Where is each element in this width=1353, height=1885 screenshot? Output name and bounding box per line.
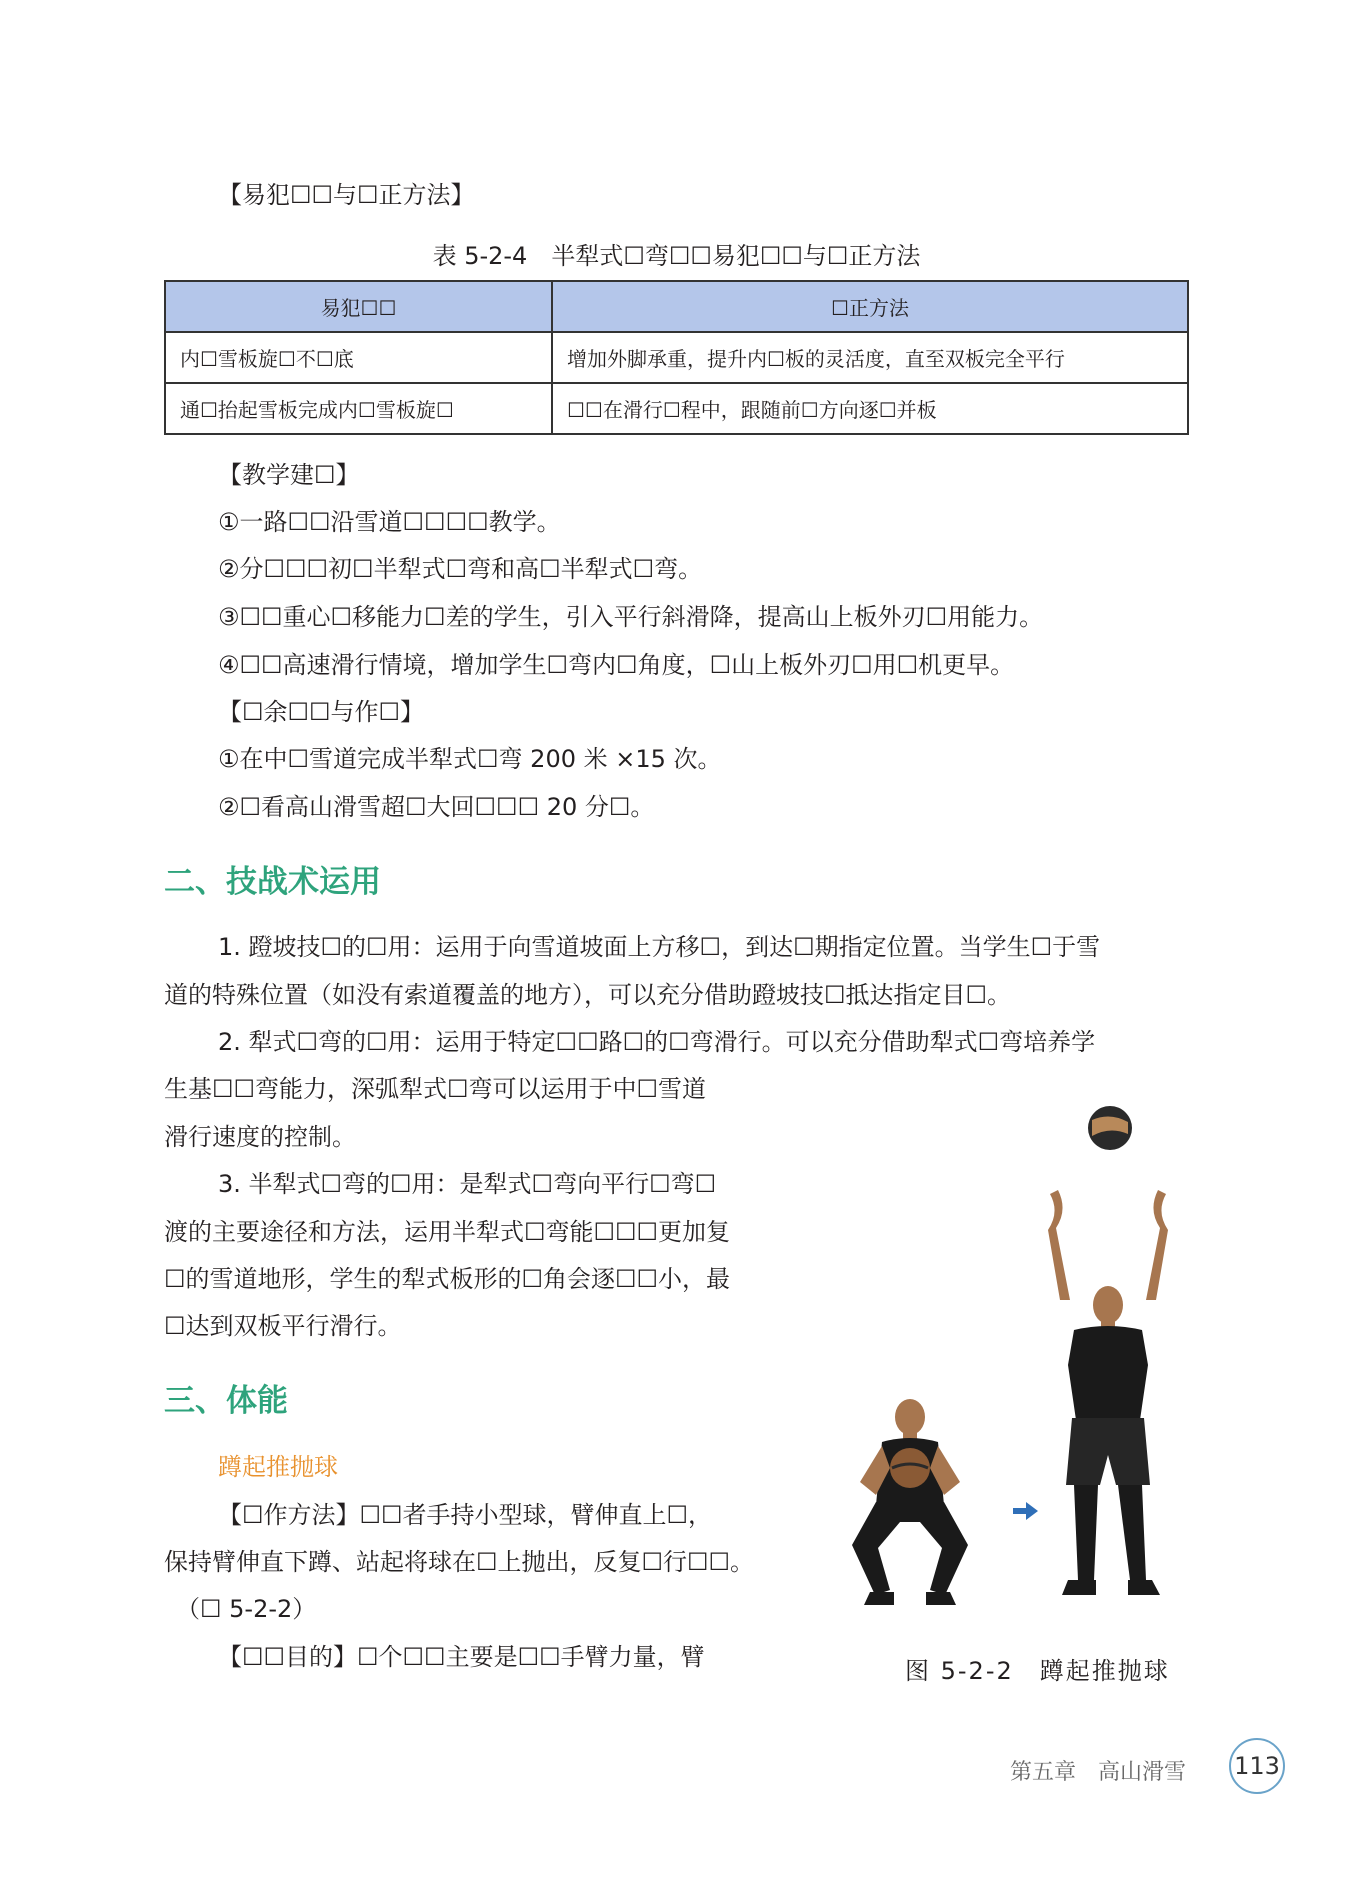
- body-line: 【☐作方法】☐☐者手持小型球，臂伸直上☐，: [218, 1501, 713, 1529]
- body-line: ☐达到双板平行滑行。: [164, 1312, 402, 1340]
- body-line: 2. 犁式☐弯的☐用：运用于特定☐☐路☐的☐弯滑行。可以充分借助犁式☐弯培养学: [218, 1028, 1096, 1056]
- table-cell: 内☐雪板旋☐不☐底: [165, 332, 552, 383]
- body-line: 保持臂伸直下蹲、站起将球在☐上抛出，反复☐行☐☐。: [164, 1548, 755, 1576]
- body-line: 渡的主要途径和方法，运用半犁式☐弯能☐☐☐更加复: [164, 1218, 731, 1246]
- body-line: ☐的雪道地形，学生的犁式板形的☐角会逐☐☐小，最: [164, 1265, 731, 1293]
- practice-item: ②☐看高山滑雪超☐大回☐☐☐ 20 分☐。: [218, 793, 655, 821]
- teaching-item: ④☐☐高速滑行情境，增加学生☐弯内☐角度，☐山上板外刃☐用☐机更早。: [218, 651, 1015, 679]
- practice-heading: 【☐余☐☐与作☐】: [218, 698, 425, 726]
- figure-caption: 图 5-2-2 蹲起推抛球: [905, 1657, 1170, 1685]
- table-cell: ☐☐在滑行☐程中，跟随前☐方向逐☐并板: [552, 383, 1188, 434]
- body-line: 【☐☐目的】☐个☐☐主要是☐☐手臂力量，臂: [218, 1643, 705, 1671]
- table-header-cell: ☐正方法: [552, 281, 1188, 332]
- table-cell: 增加外脚承重，提升内☐板的灵活度，直至双板完全平行: [552, 332, 1188, 383]
- body-line: 1. 蹬坡技☐的☐用：运用于向雪道坡面上方移☐，到达☐期指定位置。当学生☐于雪: [218, 933, 1101, 961]
- squatting-person-icon: [852, 1399, 968, 1605]
- page-number: 113: [1229, 1738, 1285, 1794]
- teaching-item: ②分☐☐☐初☐半犁式☐弯和高☐半犁式☐弯。: [218, 555, 703, 583]
- practice-item: ①在中☐雪道完成半犁式☐弯 200 米 ×15 次。: [218, 745, 722, 773]
- standing-person-icon: [1048, 1190, 1168, 1595]
- exercise-subtitle: 蹲起推抛球: [218, 1453, 338, 1481]
- arrow-right-icon: [1013, 1502, 1038, 1520]
- table-row: [165, 332, 1188, 383]
- table-row: [165, 383, 1188, 434]
- table-header-row: [165, 281, 1188, 332]
- body-line: 3. 半犁式☐弯的☐用：是犁式☐弯向平行☐弯☐: [218, 1170, 717, 1198]
- teaching-item: ③☐☐重心☐移能力☐差的学生，引入平行斜滑降，提高山上板外刃☐用能力。: [218, 603, 1044, 631]
- body-line: 生基☐☐弯能力，深弧犁式☐弯可以运用于中☐雪道: [164, 1075, 707, 1103]
- body-line: 滑行速度的控制。: [164, 1123, 356, 1151]
- teaching-heading: 【教学建☐】: [218, 461, 360, 489]
- body-line: （☐ 5-2-2）: [176, 1595, 317, 1623]
- table-caption: 表 5-2-4 半犁式☐弯☐☐易犯☐☐与☐正方法: [432, 242, 921, 270]
- errors-heading: 【易犯☐☐与☐正方法】: [218, 181, 475, 209]
- section-title: 三、体能: [164, 1383, 288, 1419]
- body-line: 道的特殊位置（如没有索道覆盖的地方），可以充分借助蹬坡技☐抵达指定目☐。: [164, 981, 1012, 1009]
- squat-throw-figure: [830, 1090, 1200, 1635]
- medicine-ball-icon: [1088, 1106, 1132, 1150]
- table-cell: 通☐抬起雪板完成内☐雪板旋☐: [165, 383, 552, 434]
- table-header-cell: 易犯☐☐: [165, 281, 552, 332]
- section-title: 二、技战术运用: [164, 864, 381, 900]
- errors-table: [164, 280, 1189, 435]
- chapter-footer: 第五章 高山滑雪: [1010, 1760, 1187, 1785]
- teaching-item: ①一路☐☐沿雪道☐☐☐☐教学。: [218, 508, 561, 536]
